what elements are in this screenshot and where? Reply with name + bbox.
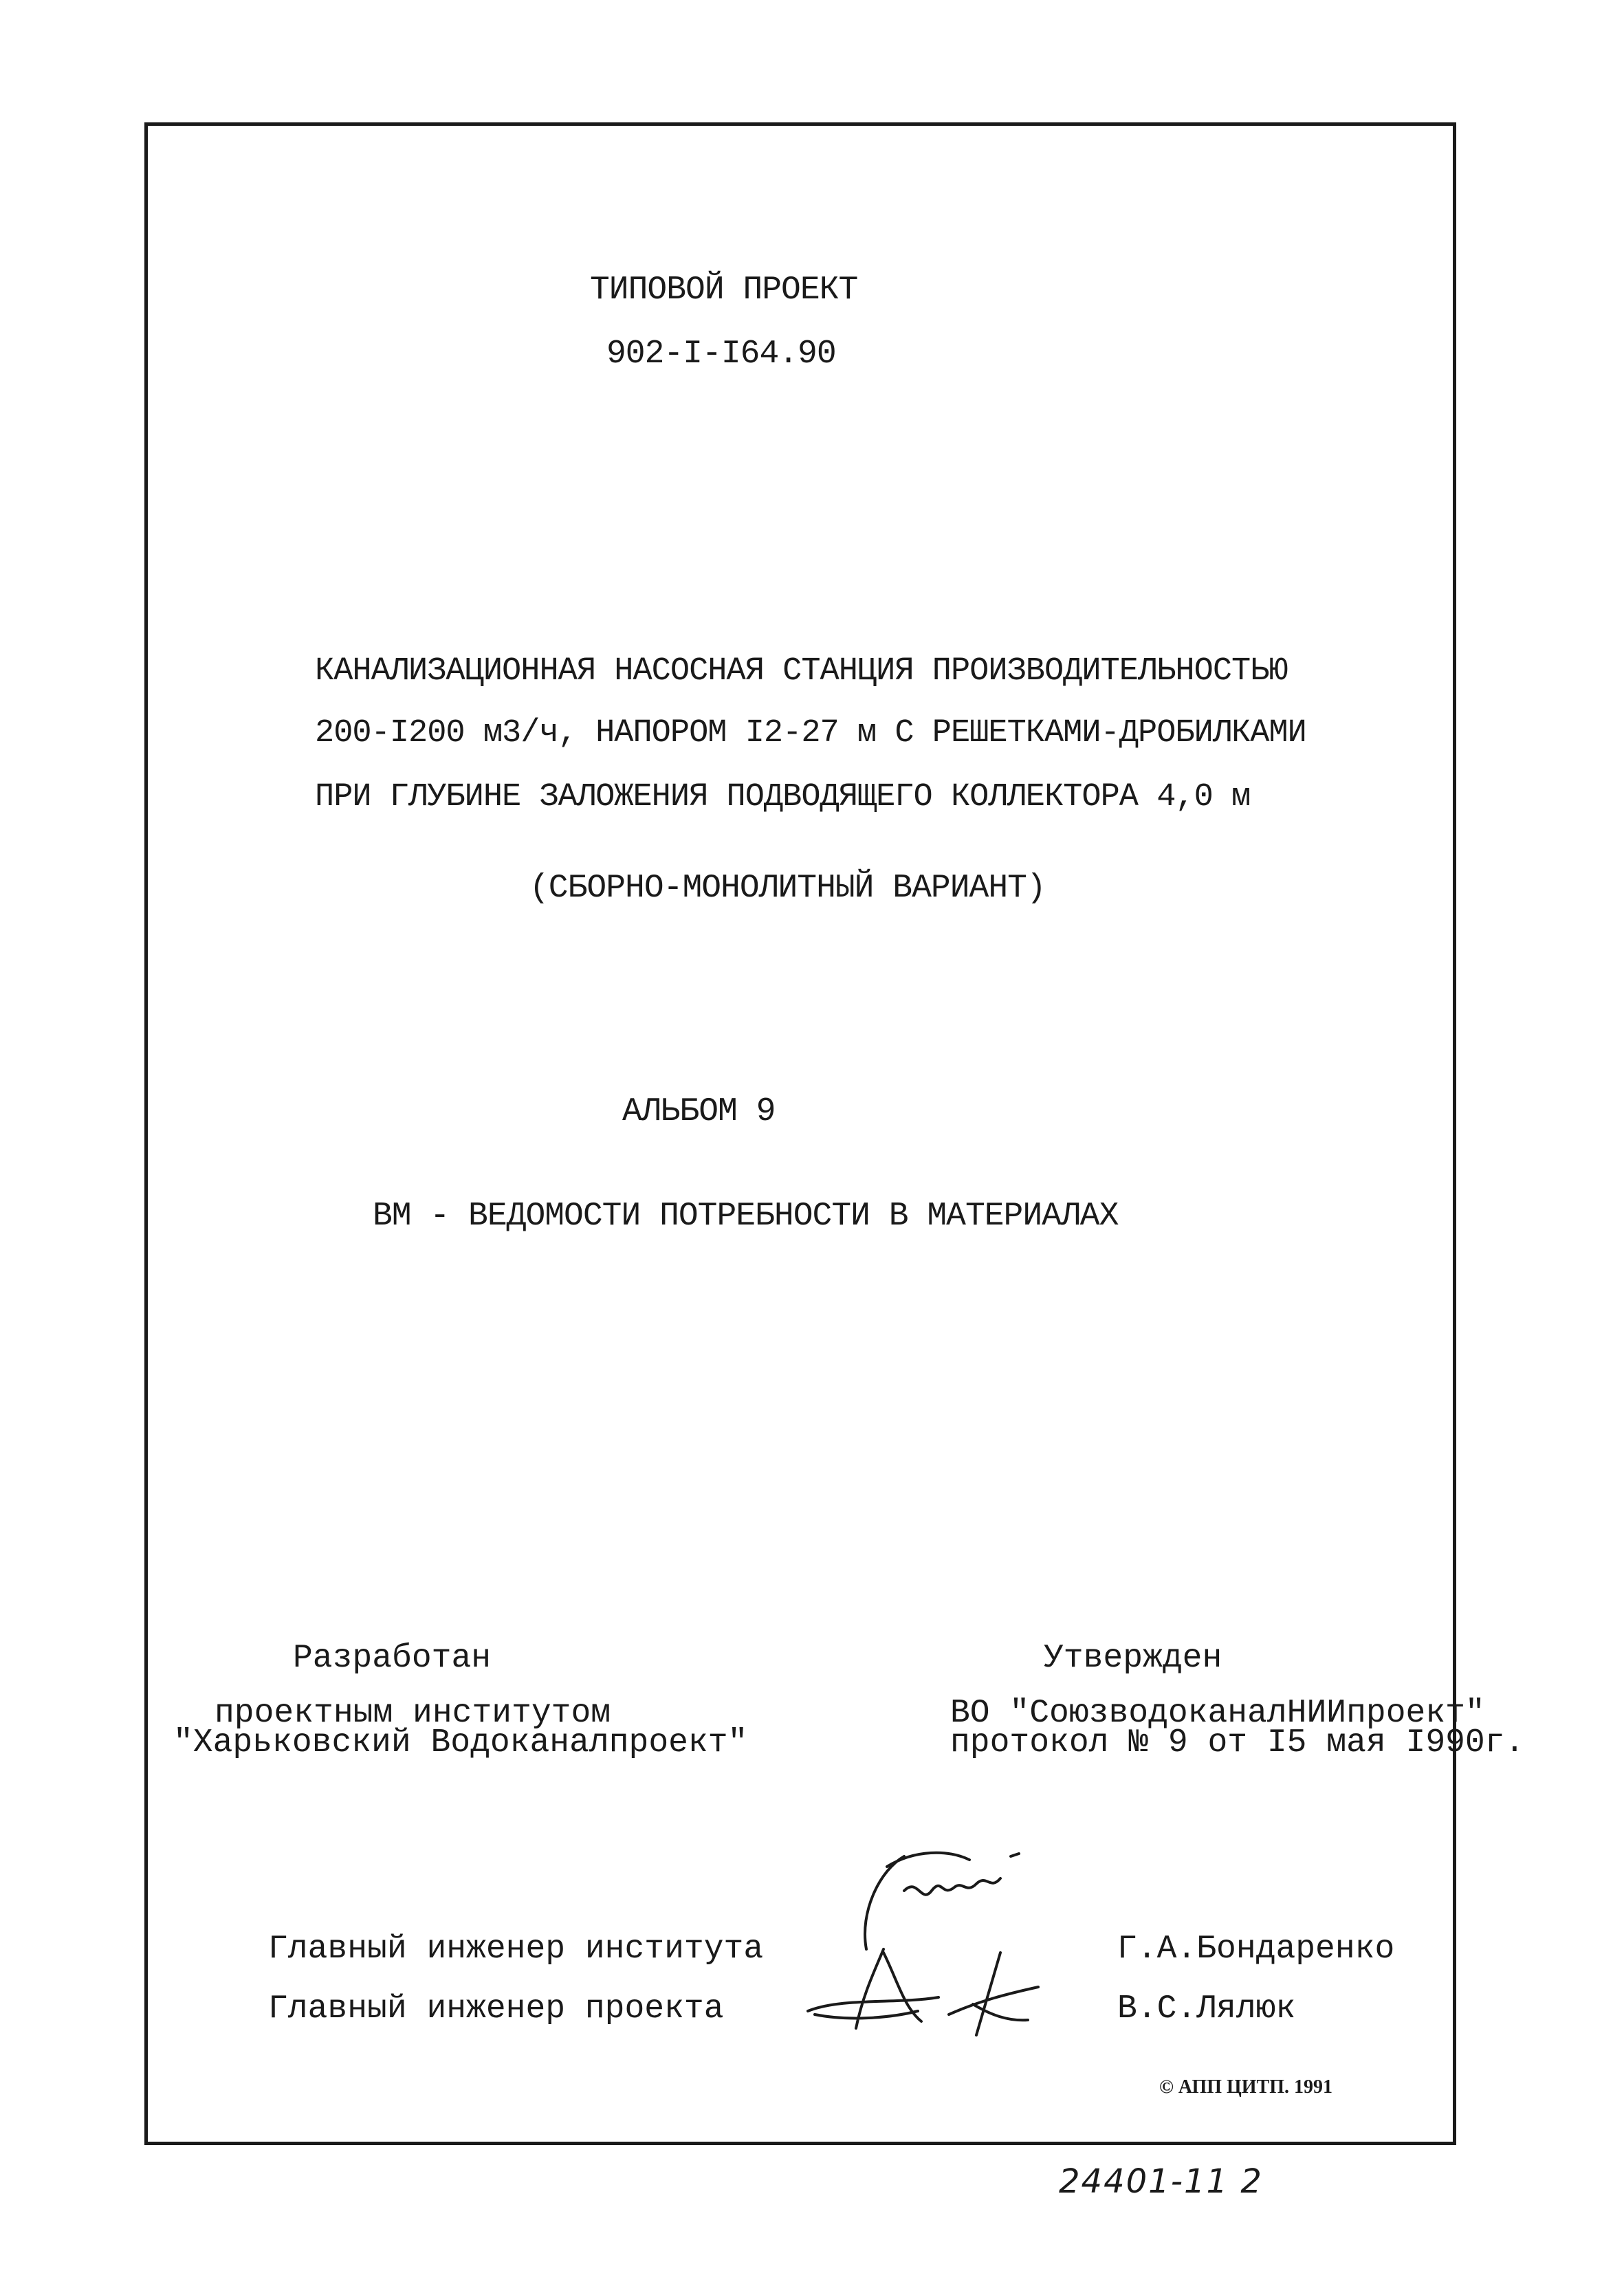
archive-number: 24401-11 2 xyxy=(1059,2162,1263,2201)
album-description: ВМ - ВЕДОМОСТИ ПОТРЕБНОСТИ В МАТЕРИАЛАХ xyxy=(373,1198,1119,1235)
approved-protocol-line-2: протокол № 9 от I5 мая I990г. xyxy=(950,1724,1525,1761)
title-line-1: КАНАЛИЗАЦИОННАЯ НАСОСНАЯ СТАНЦИЯ ПРОИЗВОДИТЕЛЬНОСТЬЮ xyxy=(315,653,1288,690)
project-number: 902-I-I64.90 xyxy=(606,336,836,373)
signature-role-1: Главный инженер института xyxy=(268,1931,764,1968)
developed-institute-line-1: проектным институтом xyxy=(215,1695,611,1732)
signature-role-2: Главный инженер проекта xyxy=(268,1990,724,2028)
approved-org-line-1: ВО "СоюзводоканалНИИпроект" xyxy=(950,1695,1485,1732)
album-label: АЛЬБОМ 9 xyxy=(622,1093,776,1130)
title-variant: (СБОРНО-МОНОЛИТНЫЙ ВАРИАНТ) xyxy=(529,870,1046,907)
handwritten-signature-2 xyxy=(801,1939,1062,2042)
page-border-frame xyxy=(144,122,1456,2145)
developed-institute-line-2: "Харьковский Водоканалпроект" xyxy=(173,1724,748,1761)
developed-label: Разработан xyxy=(293,1640,492,1677)
title-line-2: 200-I200 м3/ч, НАПОРОМ I2-27 м С РЕШЕТКАМИ-ДРОБИЛКАМИ xyxy=(315,715,1306,751)
project-heading: ТИПОВОЙ ПРОЕКТ xyxy=(590,272,858,309)
signature-name-1: Г.А.Бондаренко xyxy=(1117,1931,1395,1968)
copyright-stamp: © АПП ЦИТП. 1991 xyxy=(1159,2076,1333,2098)
title-line-3: ПРИ ГЛУБИНЕ ЗАЛОЖЕНИЯ ПОДВОДЯЩЕГО КОЛЛЕКТОРА 4,0 м xyxy=(315,779,1251,815)
approved-label: Утвержден xyxy=(1044,1640,1222,1677)
signature-name-2: В.С.Лялюк xyxy=(1117,1990,1296,2028)
